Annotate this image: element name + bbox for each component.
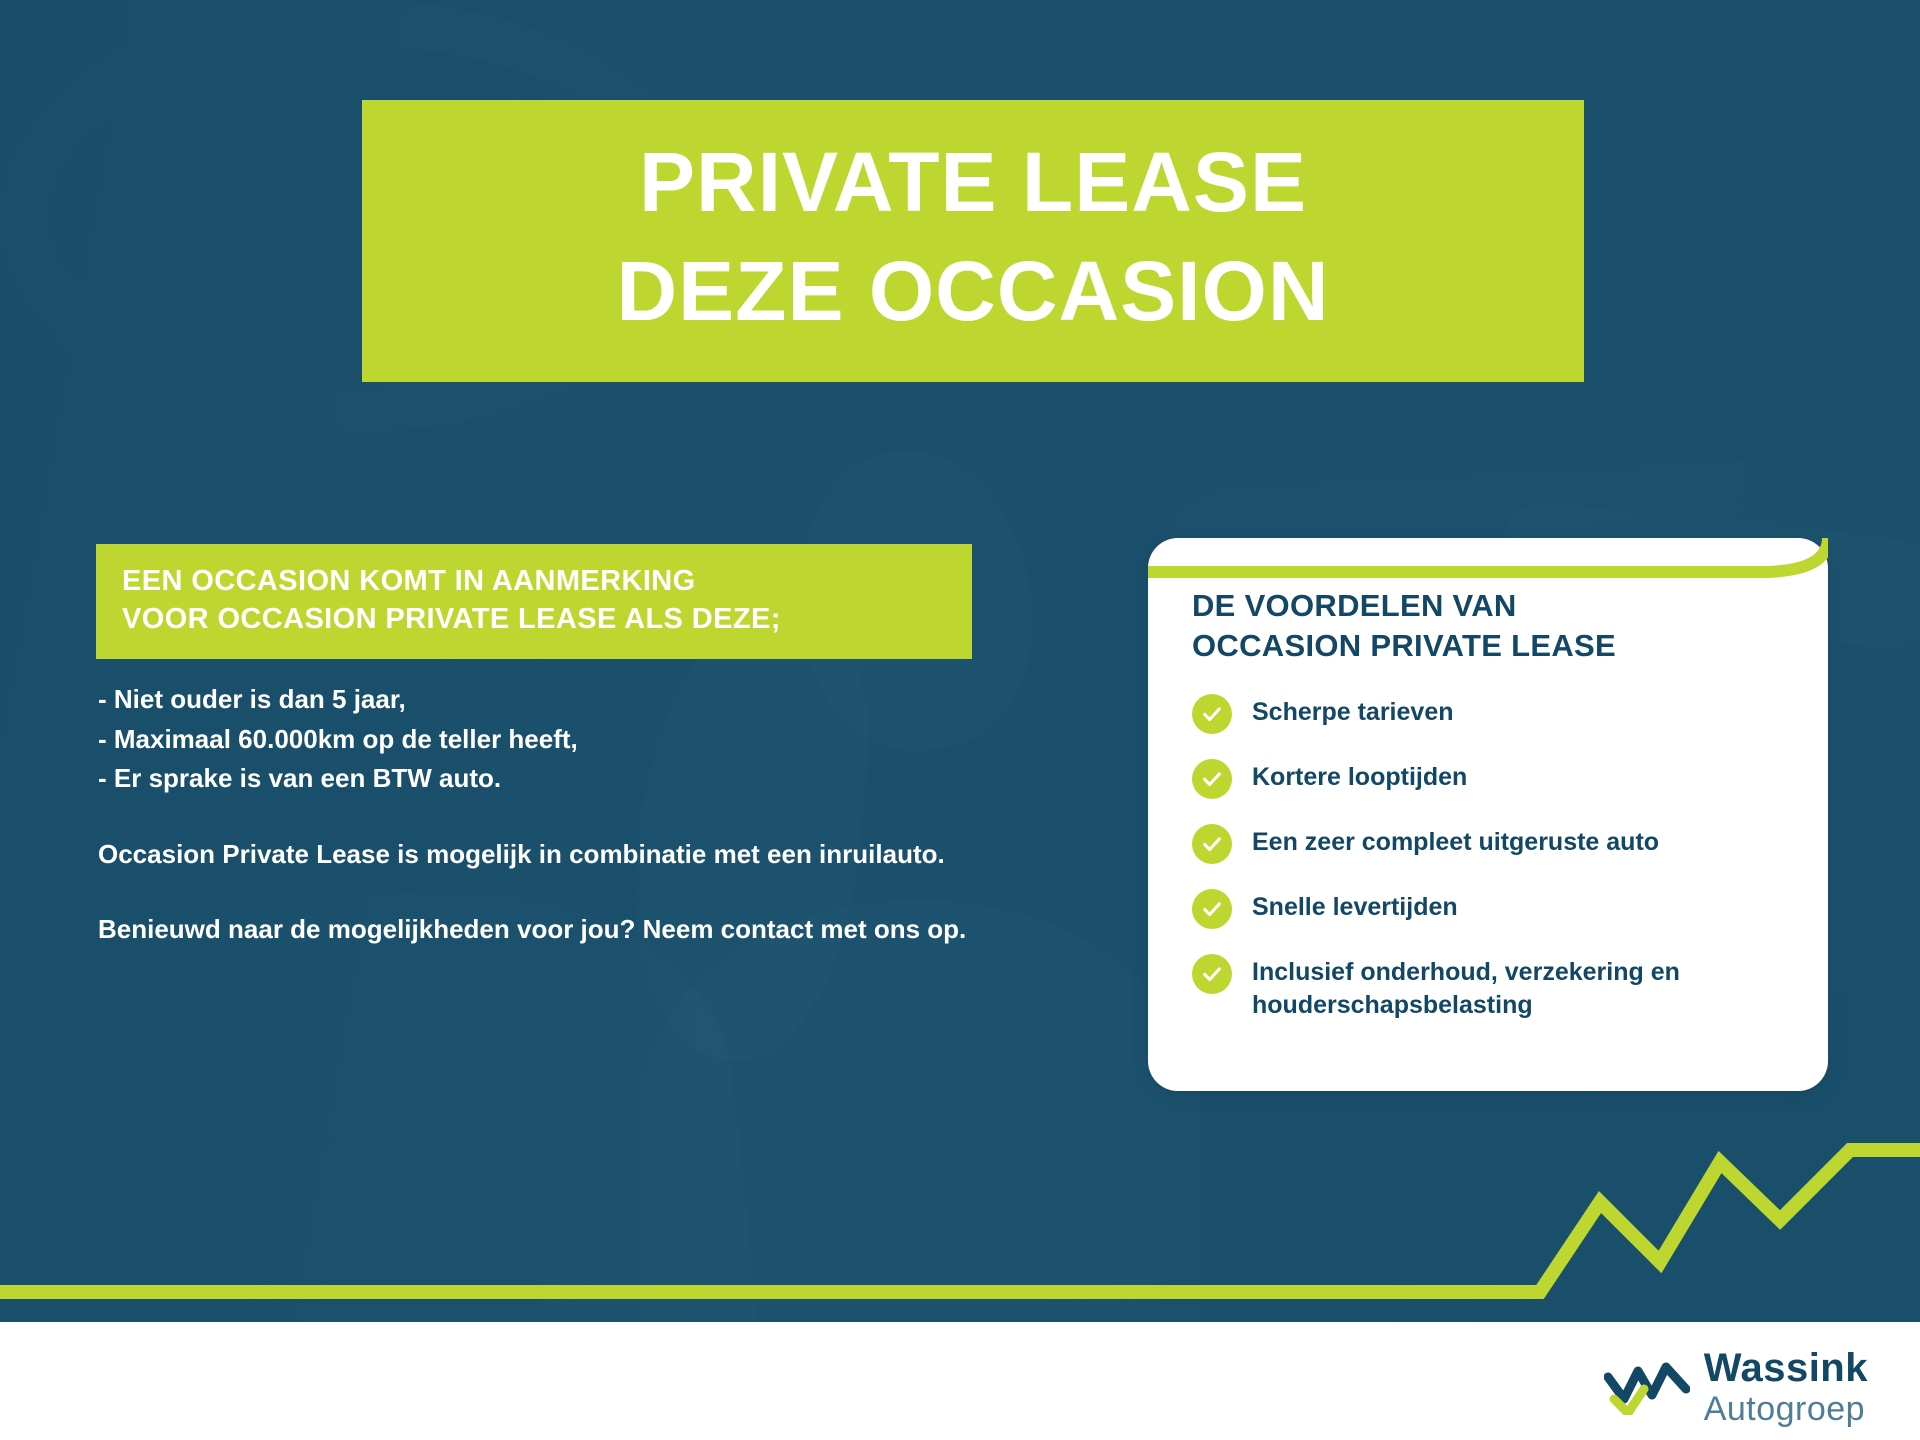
- info-paragraph-contact: Benieuwd naar de mogelijkheden voor jou? Neem contact met ons op.: [98, 913, 967, 944]
- headline-line-1: PRIVATE LEASE: [639, 135, 1307, 229]
- benefit-item: [1192, 823, 1784, 864]
- headline-line-2: DEZE OCCASION: [616, 244, 1330, 339]
- brand-logo: [1604, 1348, 1868, 1426]
- benefit-label: Inclusief onderhoud, verzekering en houderschapsbelasting: [1252, 957, 1680, 1020]
- benefit-label: Kortere looptijden: [1252, 762, 1468, 791]
- footer-bar: [0, 1322, 1920, 1440]
- benefit-label: Scherpe tarieven: [1252, 697, 1454, 726]
- benefit-item: [1192, 888, 1784, 929]
- info-paragraph-trade-in: Occasion Private Lease is mogelijk in combinatie met een inruilauto.: [98, 838, 945, 869]
- check-icon: [1192, 694, 1232, 734]
- benefits-list: [1192, 693, 1784, 1024]
- benefit-label: Een zeer compleet uitgeruste auto: [1252, 827, 1660, 856]
- check-icon: [1192, 824, 1232, 864]
- benefits-title-line-1: DE VOORDELEN VAN: [1192, 588, 1517, 623]
- eligibility-copy: [98, 680, 1118, 949]
- benefit-item: [1192, 758, 1784, 799]
- benefits-title-line-2: OCCASION PRIVATE LEASE: [1192, 628, 1616, 664]
- brand-logo-text: [1704, 1348, 1868, 1426]
- eligibility-banner-line-1: EEN OCCASION KOMT IN AANMERKING: [122, 565, 696, 597]
- eligibility-bullet: - Er sprake is van een BTW auto.: [98, 763, 502, 794]
- eligibility-banner-line-2: VOOR OCCASION PRIVATE LEASE ALS DEZE;: [122, 603, 781, 636]
- benefit-label: Snelle levertijden: [1252, 892, 1458, 921]
- eligibility-bullet: - Maximaal 60.000km op de teller heeft,: [98, 723, 578, 754]
- check-icon: [1192, 759, 1232, 799]
- benefits-card: [1148, 538, 1828, 1091]
- benefits-card-title: [1192, 586, 1784, 667]
- brand-subname: Autogroep: [1703, 1390, 1866, 1428]
- benefit-item: [1192, 953, 1784, 1024]
- check-icon: [1192, 954, 1232, 994]
- eligibility-banner: [96, 544, 972, 659]
- headline-banner: [362, 100, 1584, 382]
- check-icon: [1192, 889, 1232, 929]
- wassink-wave-icon: [1604, 1355, 1690, 1420]
- eligibility-bullet: - Niet ouder is dan 5 jaar,: [98, 684, 406, 714]
- benefit-item: [1192, 693, 1784, 734]
- brand-name: Wassink: [1703, 1346, 1868, 1390]
